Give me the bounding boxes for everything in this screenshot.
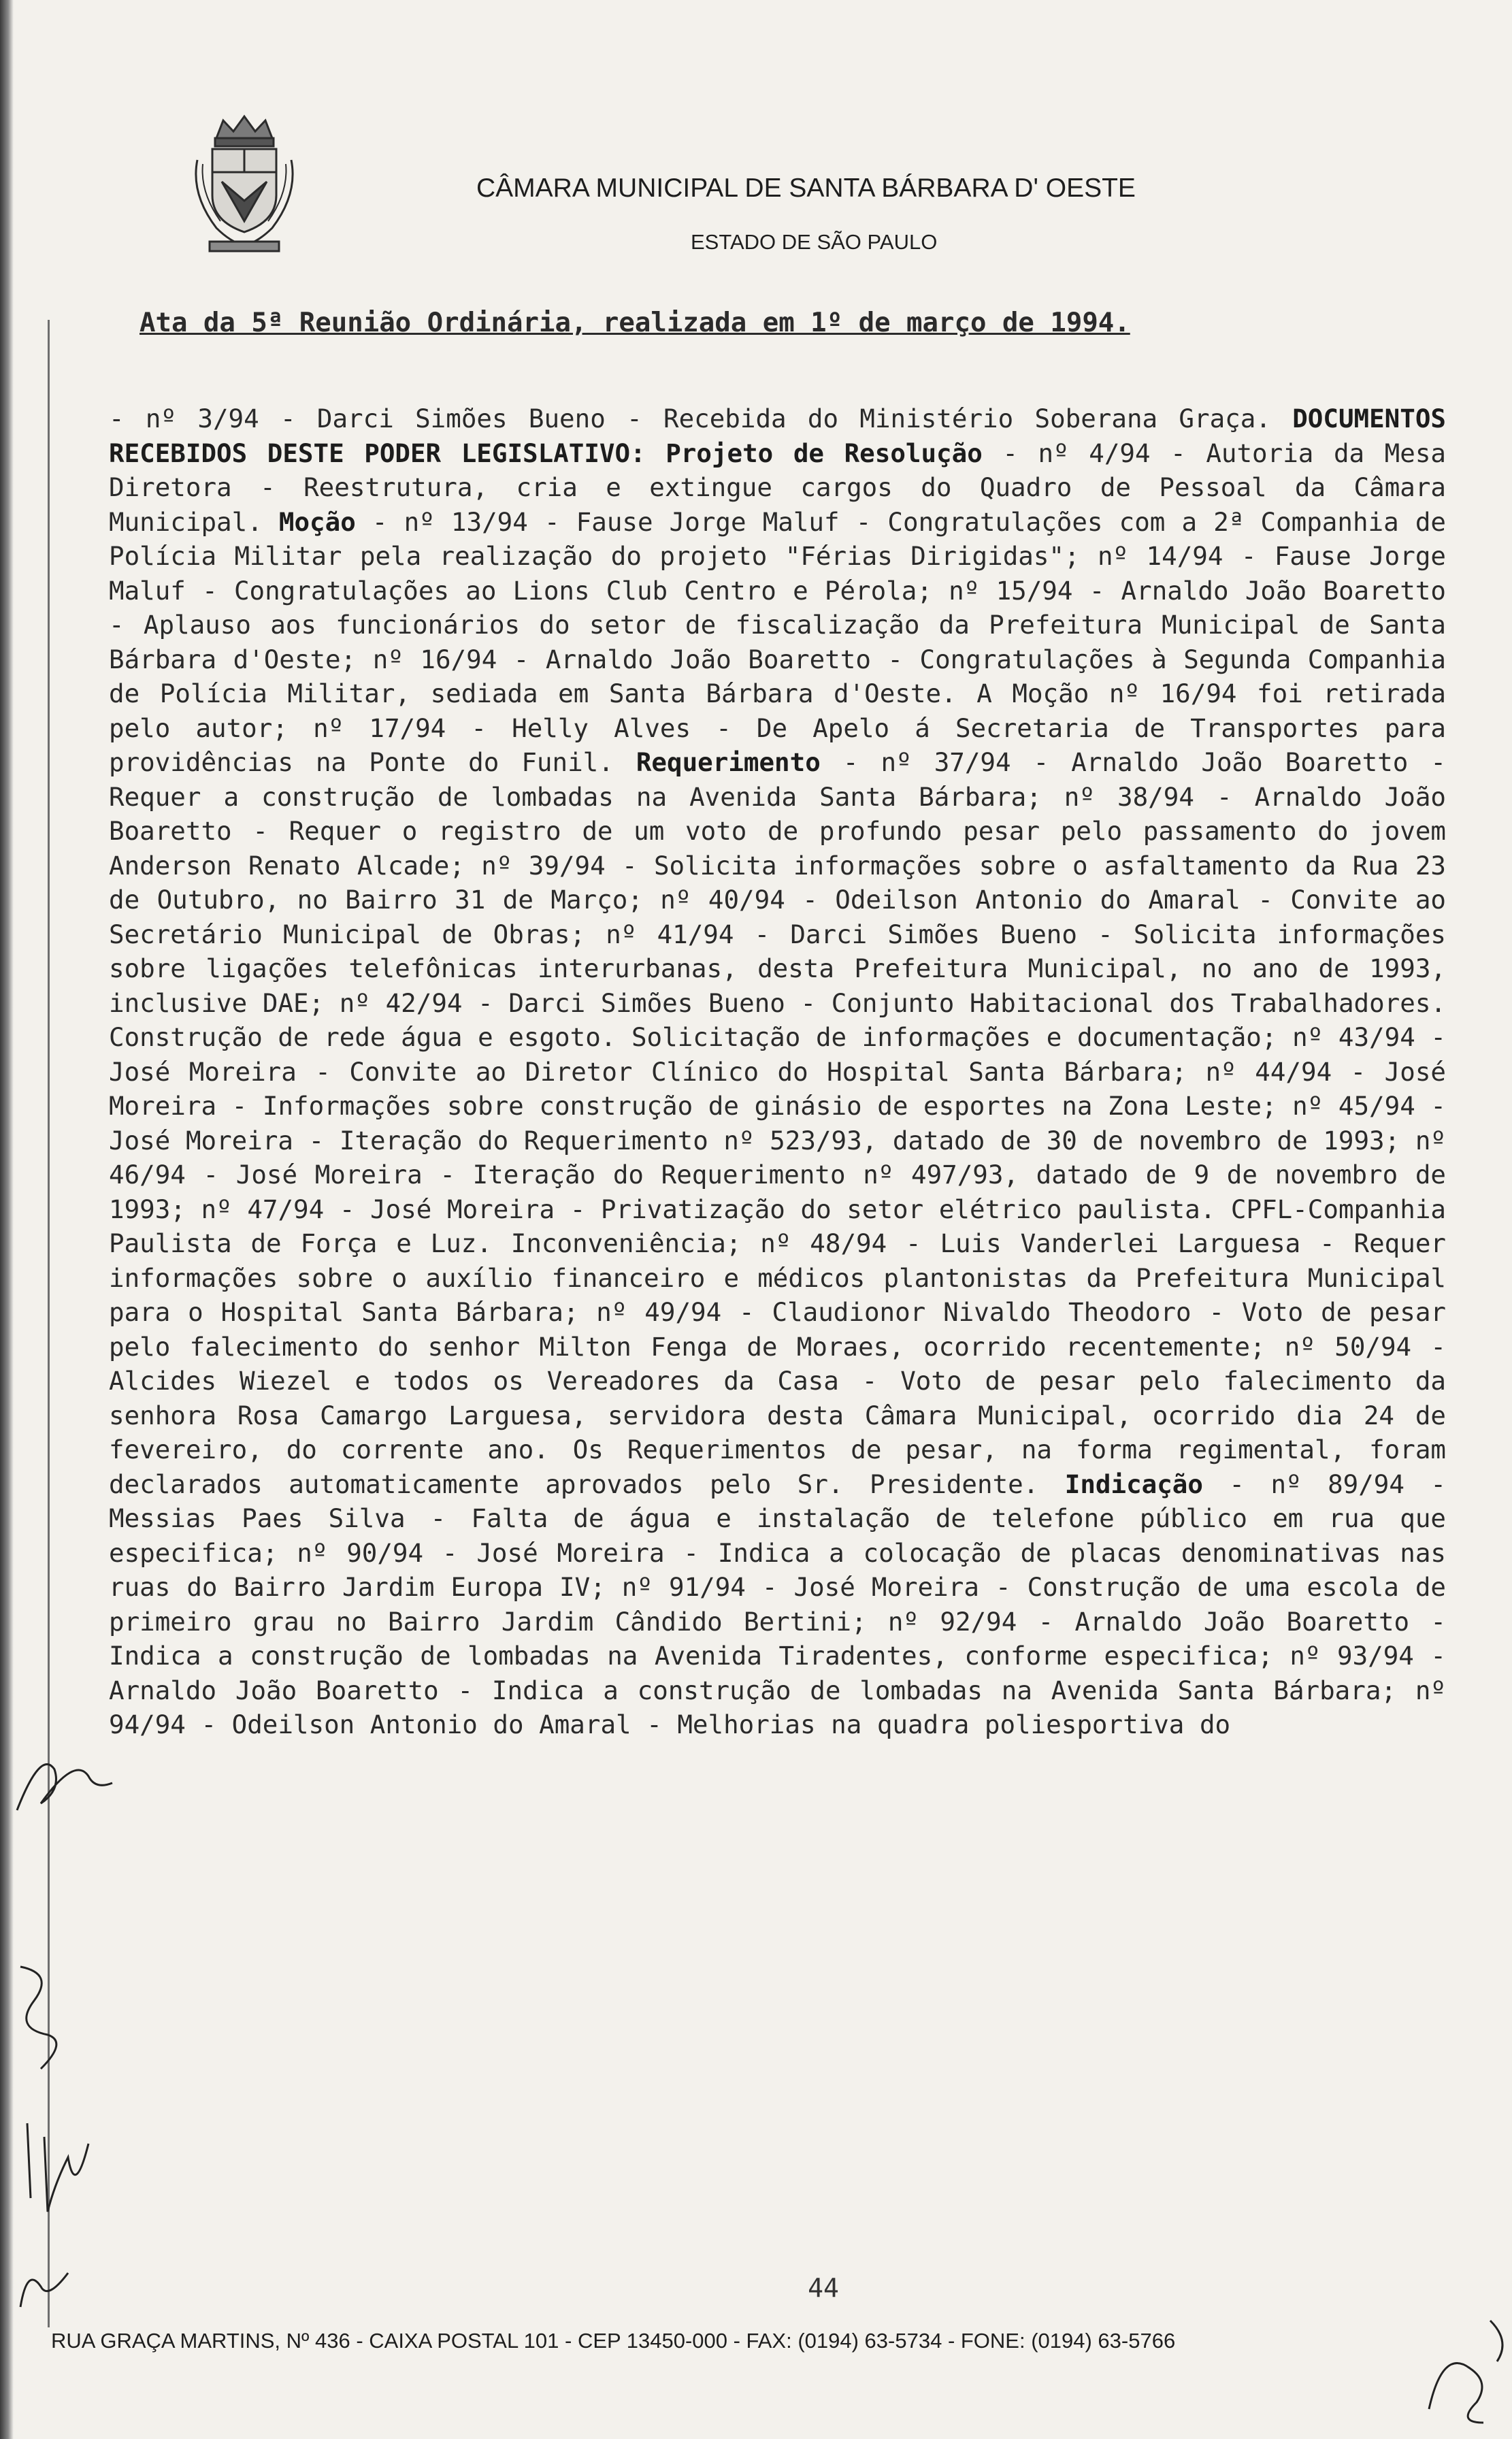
corner-initials [1415, 2307, 1511, 2429]
page-number: 44 [808, 2273, 839, 2303]
section-heading: Indicação [1064, 1469, 1203, 1499]
section-heading: Moção [278, 506, 356, 537]
section-heading: Requerimento [636, 747, 821, 777]
margin-rule [48, 320, 50, 2327]
org-state: ESTADO DE SÃO PAULO [691, 230, 938, 254]
margin-signature-1 [14, 1742, 116, 1824]
margin-signature-3 [14, 2116, 95, 2232]
body-segment: - nº 37/94 - Arnaldo João Boaretto - Requer a construção de lombadas na Avenida Santa Bárbara; nº 38/94 - Arnaldo João Boaretto - Requer o registro de um voto de profundo pesar pelo passamento do jovem Anderson Renato Alcade; nº 39/94 - Solicita informações sobre o asfaltamento da Rua 23 de Outubro, no Bairro 31 de Março; nº 40/94 - Odeilson Antonio do Amaral - Convite ao Secretário Municipal de Obras; nº 41/94 - Darci Simões Bueno - Solicita informações sobre ligações telefônicas interurbanas, desta Prefeitura Municipal, no ano de 1993, inclusive DAE; nº 42/94 - Darci Simões Bueno - Conjunto Habitacional dos Trabalhadores. Construção de rede água e esgoto. Solicitação de informações e documentação; nº 43/94 - José Moreira - Convite ao Diretor Clínico do Hospital Santa Bárbara; nº 44/94 - José Moreira - Informações sobre construção de ginásio de esportes na Zona Leste; nº 45/94 - José Moreira - Iteração do Requerimento nº 523/93, datado de 30 de novembro de 1993; nº 46/94 - José Moreira - Iteração do Requerimento nº 497/93, datado de 9 de novembro de 1993; nº 47/94 - José Moreira - Privatização do setor elétrico paulista. CPFL-Companhia Paulista de Força e Luz. Inconveniência; nº 48/94 - Luis Vanderlei Larguesa - Requer informações sobre o auxílio financeiro e médicos plantonistas da Prefeitura Municipal para o Hospital Santa Bárbara; nº 49/94 - Claudionor Nivaldo Theodoro - Voto de pesar pelo falecimento do senhor Milton Fenga de Moraes, ocorrido recentemente; nº 50/94 - Alcides Wiezel e todos os Vereadores da Casa - Voto de pesar pelo falecimento da senhora Rosa Camargo Larguesa, servidora desta Câmara Municipal, ocorrido dia 24 de fevereiro, do corrente ano. Os Requerimentos de pesar, na forma regimental, foram declarados automaticamente aprovados pelo Sr. Presidente. [109, 747, 1446, 1499]
org-name: CÂMARA MUNICIPAL DE SANTA BÁRBARA D' OESTE [476, 174, 1136, 203]
margin-signature-4 [14, 2259, 75, 2314]
body-segment: - nº 3/94 - Darci Simões Bueno - Recebida do Ministério Soberana Graça. [109, 404, 1293, 433]
footer-address: RUA GRAÇA MARTINS, Nº 436 - CAIXA POSTAL 101 - CEP 13450-000 - FAX: (0194) 63-5734 - FONE: (0194) 63-5766 [51, 2329, 1176, 2353]
body-segment: - nº 4/94 - Autoria da Mesa Diretora - Reestrutura, cria e extingue cargos do Quadro de Pessoal da Câmara Municipal. [109, 438, 1446, 537]
body-segment: - nº 13/94 - Fause Jorge Maluf - Congratulações com a 2ª Companhia de Polícia Militar pela realização do projeto "Férias Dirigidas"; nº 14/94 - Fause Jorge Maluf - Congratulações ao Lions Club Centro e Pérola; nº 15/94 - Arnaldo João Boaretto - Aplauso aos funcionários do setor de fiscalização da Prefeitura Municipal de Santa Bárbara d'Oeste; nº 16/94 - Arnaldo João Boaretto - Congratulações à Segunda Companhia de Polícia Militar, sediada em Santa Bárbara d'Oeste. A Moção nº 16/94 foi retirada pelo autor; nº 17/94 - Helly Alves - De Apelo á Secretaria de Transportes para providências na Ponte do Funil. [109, 506, 1446, 777]
section-heading: DOCUMENTOS RECEBIDOS DESTE PODER LEGISLATIVO: Projeto de Resolução [109, 404, 1446, 468]
margin-signature-2 [14, 1953, 75, 2076]
municipal-crest-icon [189, 112, 299, 257]
body-segment: - nº 89/94 - Messias Paes Silva - Falta de água e instalação de telefone público em rua que especifica; nº 90/94 - José Moreira - Indica a colocação de placas denominativas nas ruas do Bairro Jardim Europa IV; nº 91/94 - José Moreira - Construção de uma escola de primeiro grau no Bairro Jardim Cândido Bertini; nº 92/94 - Arnaldo João Boaretto - Indica a construção de lombadas na Avenida Tiradentes, conforme especifica; nº 93/94 - Arnaldo João Boaretto - Indica a construção de lombadas na Avenida Santa Bárbara; nº 94/94 - Odeilson Antonio do Amaral - Melhorias na quadra poliesportiva do [109, 1469, 1446, 1739]
minutes-title: Ata da 5ª Reunião Ordinária, realizada em 1º de março de 1994. [139, 308, 1130, 338]
minutes-body [109, 402, 1446, 1742]
page-edge-shadow [0, 0, 14, 2439]
